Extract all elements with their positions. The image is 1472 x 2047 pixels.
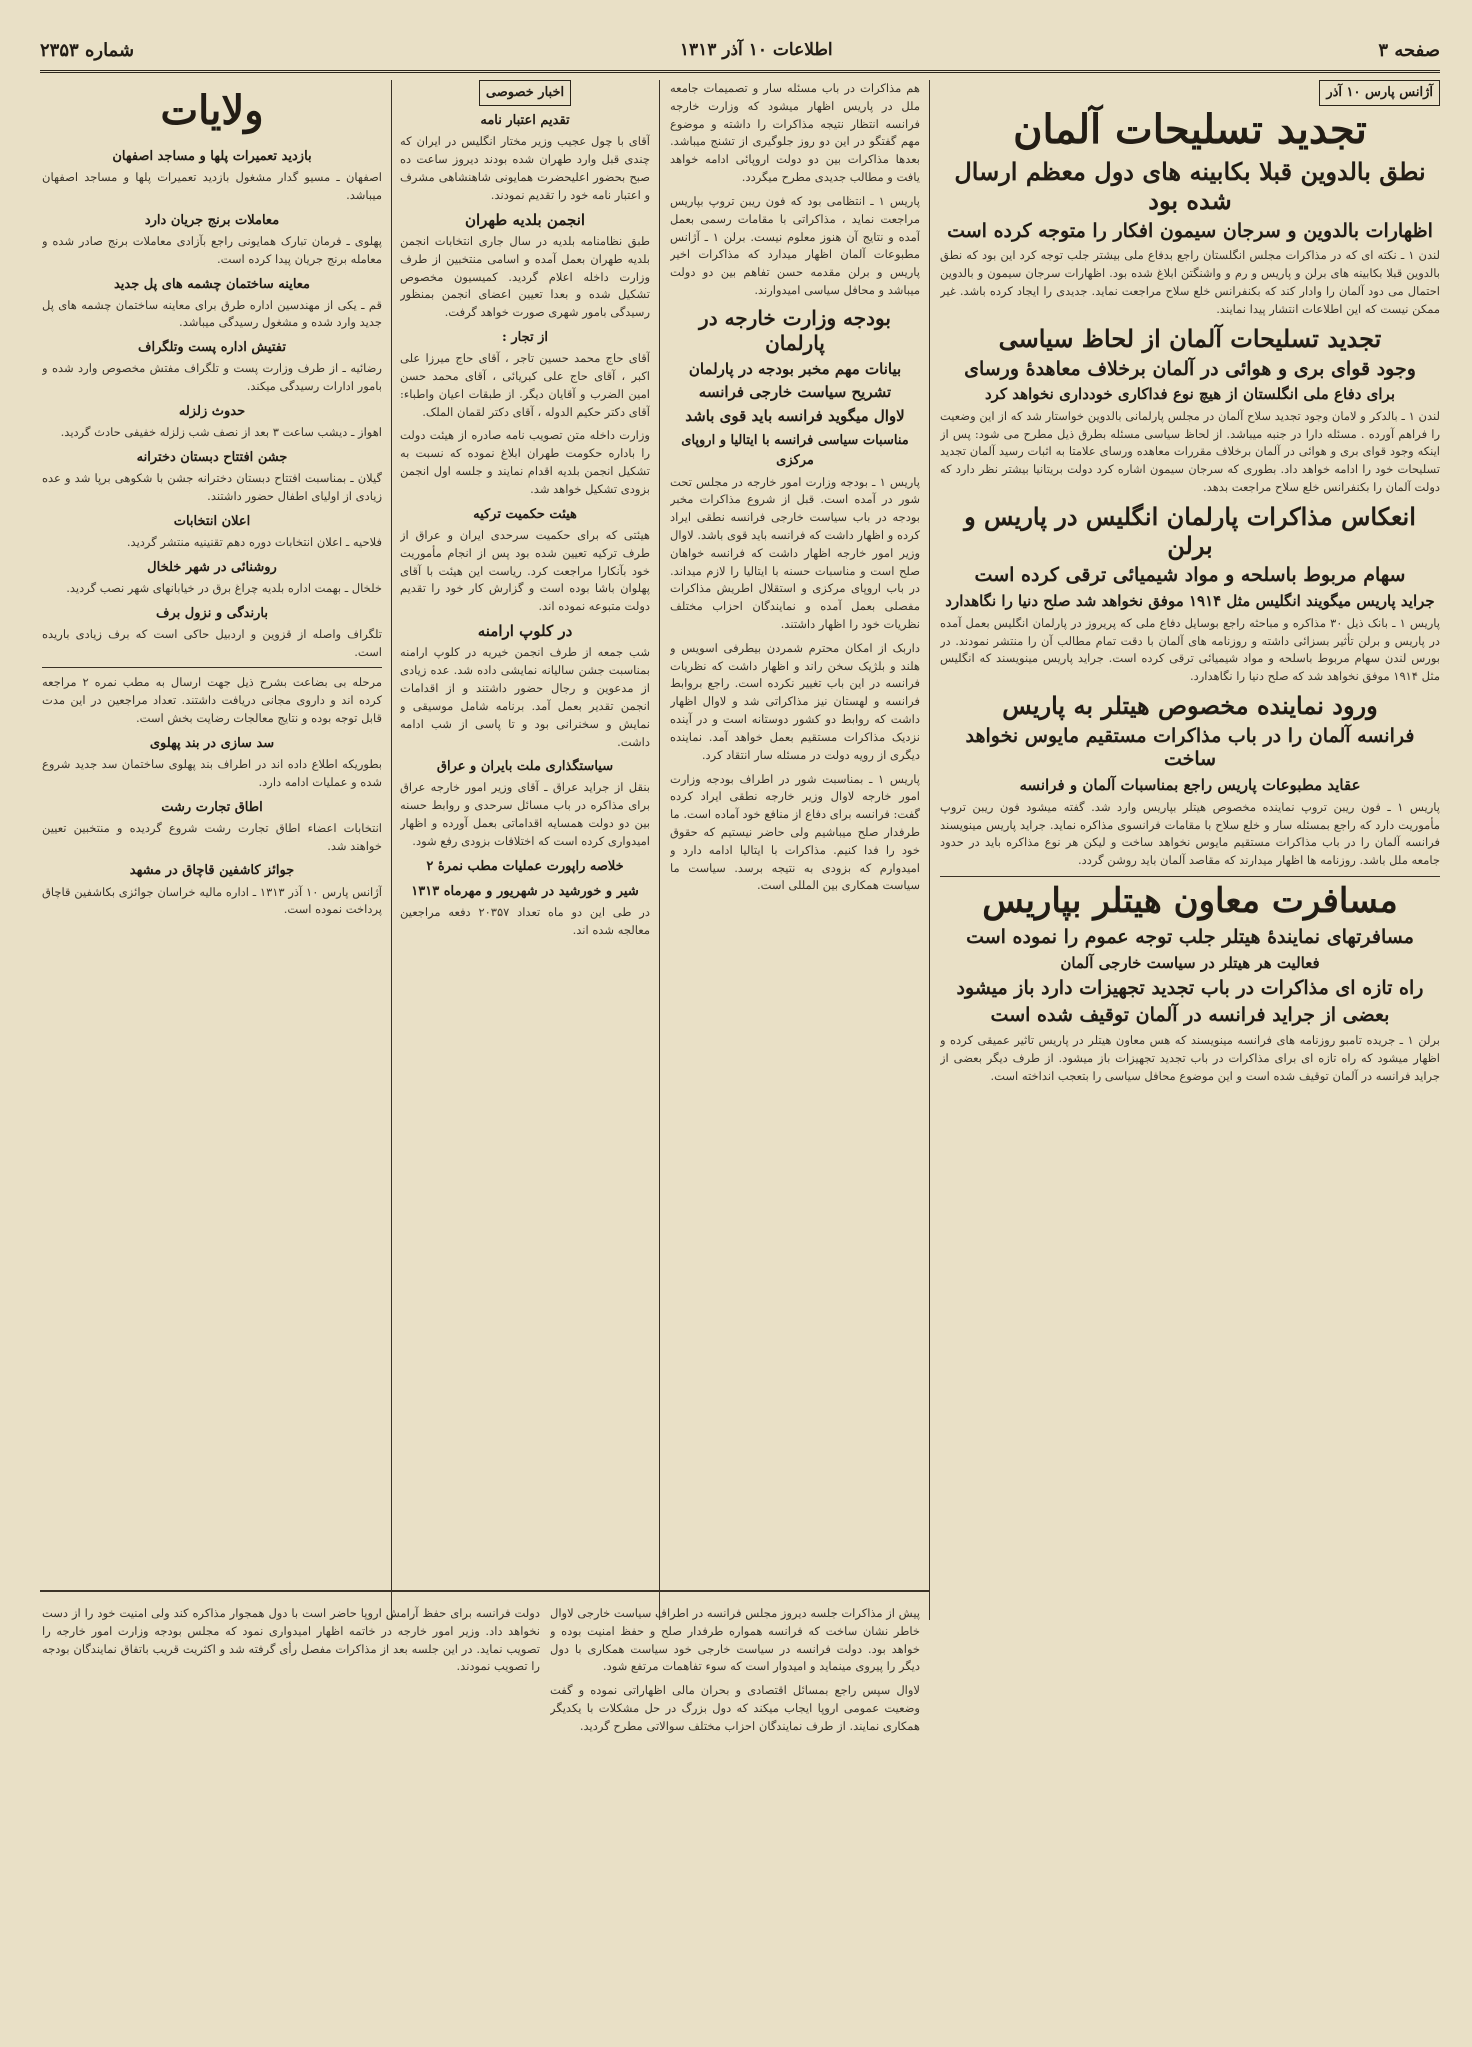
article-body: طبق نظامنامه بلدیه در سال جاری انتخابات انجمن بلدیه طهران بعمل آمده و اسامی منتخبین از طرف وزارت داخله اعلام گردید. کمیسیون مخصوص تشکیل شده و بعدا تعیین اعضای انجمن بمنظور رسیدگی بامور شهری صورت خواهد گرفت.: [400, 234, 650, 320]
column-rule: [391, 80, 392, 1620]
subheadline-new-path: راه تازه ای مذاکرات در باب تجدید تجهیزات دارد باز میشود: [956, 976, 1424, 999]
article-body: تلگراف واصله از قزوین و اردبیل حاکی است که برف زیادی باریده است.: [42, 626, 382, 659]
headline-credentials: تقدیم اعتبار نامه: [480, 113, 570, 129]
article-body: پیش از مذاکرات جلسه دیروز مجلس فرانسه در اطراف سیاست خارجی لاوال خاطر نشان ساخت که فرانسه همواره طرفدار صلح و حفظ امنیت بوده و خواهد بود. دولت فرانسه در سیاست خارجی خود سیاست همکاری با دول دیگر را پیروی مینماید و امیدوار است که سوء تفاهمات مرتفع شود.: [550, 1606, 920, 1674]
subheadline-attention: مسافرتهای نمایندهٔ هیتلر جلب توجه عموم را نموده است: [966, 926, 1414, 949]
article-body: لندن ۱ ـ نکته ای که در مذاکرات مجلس انگلستان راجع بدفاع ملی بیشتر جلب توجه کرد این بود که نطق بالدوین قبلا بکابینه های برلن و پاریس و رم و واشنگتن ابلاغ شده بود. اظهارات سرجان سیمون و بالدوین احتمال می دود آلمان را وادار کند که بکنفرانس خلع سلاح مراجعت نماید. جدیدی را ایجاد کرده باشد. غیر ممکن نیست که این اطلاعات انتشار پیدا نمایند.: [940, 248, 1440, 316]
article-body: اصفهان ـ مسیو گدار مشغول بازدید تعمیرات پلها و مساجد اصفهان میباشد.: [42, 170, 382, 202]
headline-rice: معاملات برنج جریان دارد: [144, 212, 280, 228]
article-body: پاریس ۱ ـ فون ریبن تروپ نماینده مخصوص هیتلر بپاریس وارد شد. گفته میشود فون ریبن تروپ مأموریت دارد که راجع بمسئله سار و خلع سلاح با مقامات فرانسوی مذاکره نماید. جراید پاریس مینویسند فرانسه آلمان را در باب مذاکرات مستقیم مایوس نخواهد ساخت و لیکن هر نوع مذاکره باید در حدود جامعه ملل باشد. روزنامه ها اظهار میدارند که مقاصد آلمان باید روشن گردد.: [940, 799, 1440, 868]
article-body: هیئتی که برای حکمیت سرحدی ایران و عراق از طرف ترکیه تعیین شده بود پس از انجام مأموریت خود بآنکارا مراجعت کرد. ریاست این هیئت با آقای پهلوان باشا بوده است و گزارش کار خود را تقدیم دولت متبوعه نموده اند.: [400, 527, 650, 614]
divider: [940, 876, 1440, 877]
headline-political-rearmament: تجدید تسلیحات آلمان از لحاظ سیاسی: [998, 323, 1382, 353]
article-body: آقای حاج محمد حسین تاجر ، آقای حاج میرزا علی اکبر ، آقای حاج علی کبریائی ، آقای محمد حسن امین الضرب و آقایان دیگر. از طبقات اعیان واطباء: آقای دکتر حکیم الدوله ، آقای دکتر لقمان الملک.: [400, 351, 650, 419]
article-body: انتخابات اعضاء اطاق تجارت رشت شروع گردیده و منتخبین تعیین خواهند شد.: [42, 820, 382, 853]
headline-parliament-reaction: انعکاس مذاکرات پارلمان انگلیس در پاریس و برلن: [964, 501, 1416, 560]
headline-german-rearmament: تجدید تسلیحات آلمان: [1013, 106, 1367, 154]
bottom-column: [42, 1605, 540, 2015]
subheadline-press-opinion: عقاید مطبوعات پاریس راجع بمناسبات آلمان و فرانسه: [1019, 776, 1361, 795]
headline-smuggling: جوائز کاشفین قاچاق در مشهد: [129, 863, 295, 879]
headline-turkish-commission: هیئت حکمیت ترکیه: [473, 506, 577, 522]
article-body: گیلان ـ بمناسبت افتتاح دبستان دخترانه جشن با شکوهی برپا شد و عده زیادی از اولیای اطفال حضور داشتند.: [42, 471, 382, 503]
page-number: صفحه ۳: [1378, 39, 1440, 61]
subheadline-banned-papers: بعضی از جراید فرانسه در آلمان توقیف شده است: [990, 1004, 1390, 1027]
article-body: شب جمعه از طرف انجمن خیریه در کلوپ ارامنه بمناسبت جشن سالیانه نمایشی داده شد. عده زیادی از مدعوین و رجال حضور داشتند و از اقدامات انجمن تقدیر بعمل آمد. برنامه شامل موسیقی و نمایش و سخنرانی بود و تا پاسی از شب ادامه داشت.: [400, 645, 650, 749]
article-body: لندن ۱ ـ بالدکر و لامان وجود تجدید سلاح آلمان در مجلس پارلمانی بالدوین خواستار شد که از این وضعیت را فراهم آورده . مسئله دارا در جنبه میباشد. از لحاظ سیاسی مسئله بطرق ذیل مطرح می شود: پس از اینکه وجود قوای بری و هوائی در آلمان برخلاف مقررات معاهده ورسای علامتا به اثبات رسید آلمان تجدید تسلیحات خود را ادامه خواهد داد. بطوری که سرجان سیمون اشاره کرد دولت بریتانیا بیشتر نظر دارد که دولت آلمان را بکنفرانس خلع سلاح مراجعت بدهد.: [940, 408, 1440, 495]
subheadline-italy: مناسبات سیاسی فرانسه با ایتالیا و اروپای مرکزی: [681, 433, 909, 469]
section-rule: [40, 1590, 930, 1592]
headline-municipal: انجمن بلدیه طهران: [464, 210, 586, 229]
article-body: پهلوی ـ فرمان تبارک همایونی راجع بآزادی معاملات برنج صادر شده و معامله برنج جریان پیدا کرده است.: [42, 233, 382, 266]
subheadline-paris-press: جراید پاریس میگویند انگلیس مثل ۱۹۱۴ موفق نخواهد شد صلح دنیا را نگاهدارد: [945, 592, 1435, 611]
private-news-column: [400, 80, 650, 1580]
masthead-date: اطلاعات ۱۰ آذر ۱۳۱۳: [679, 40, 833, 60]
article-body: مرحله بی بضاعت بشرح ذیل جهت ارسال به مطب نمره ۲ مراجعه کرده اند و داروی مجانی دریافت داشتند. تعداد مراجعین در این مدت قابل توجه بوده و نتایج معالجات رضایت بخش است.: [42, 675, 382, 726]
article-body: آقای با چول عجیب وزیر مختار انگلیس در ایران که چندی قبل وارد طهران شده بودند دیروز ساعت ده صبح بحضور اعلیحضرت همایونی شاهنشاهی مشرف و اعتبار نامه خود را تقدیم نمودند.: [400, 134, 650, 202]
article-body: وزارت داخله متن تصویب نامه صادره از هیئت دولت را باداره حکومت طهران ابلاغ نموده که نسبت به تشکیل انجمن بلدیه اقدام نمایند و جلسه اول انجمن بزودی تشکیل خواهد شد.: [400, 428, 650, 496]
main-news-column: [940, 80, 1440, 2015]
headline-armenian-club: در کلوپ ارامنه: [477, 621, 573, 640]
headline-girls-school: جشن افتتاح دبستان دخترانه: [136, 450, 288, 466]
subheadline-direct-talks: فرانسه آلمان را در باب مذاکرات مستقیم مایوس نخواهد ساخت: [965, 724, 1415, 771]
headline-isfahan: بازدید تعمیرات پلها و مساجد اصفهان: [112, 149, 312, 164]
headline-hitler-envoy: ورود نماینده مخصوص هیتلر به پاریس: [1002, 690, 1378, 720]
subheadline-foreign-policy: تشریح سیاست خارجی فرانسه: [698, 383, 892, 402]
headline-dam: سد سازی در بند پهلوی: [149, 735, 275, 751]
headline-bridge: معاینه ساختمان چشمه های پل جدید: [113, 276, 311, 292]
section-label-private-news: اخبار خصوصی: [479, 80, 571, 106]
subheadline-versailles: وجود قوای بری و هوائی در آلمان برخلاف معاهدهٔ ورسای: [964, 357, 1416, 380]
headline-hess-paris: مسافرت معاون هیتلر بپاریس: [982, 880, 1398, 921]
article-body: پاریس ۱ ـ بودجه وزارت امور خارجه در مجلس تحت شور در آمده است. قبل از شروع مذاکرات مخبر بودجه در باب سیاست خارجی فرانسه نطقی ایراد کرده و اظهار داشت که فرانسه باید قوی باشد. لاوال وزیر امور خارجه اظهار داشت که فرانسه خواهان صلح است و مناسبات حسنه با ایتالیا را لازم میداند. در باب اروپای مرکزی و استقلال اطریش مذاکرات مفصلی بعمل آمده و نمایندگان احزاب مختلف نظریات خود را اظهار داشتند.: [670, 474, 920, 632]
article-body: بطوریکه اطلاع داده اند در اطراف بند پهلوی ساختمان سد جدید شروع شده و عملیات ادامه دارد.: [42, 757, 382, 789]
divider: [42, 667, 382, 668]
column-rule: [659, 80, 660, 1620]
provinces-column: [42, 80, 382, 1580]
subheadline-defense: برای دفاع ملی انگلستان از هیچ نوع فداکاری خودداری نخواهد کرد: [984, 385, 1396, 404]
subheadline-arms-shares: سهام مربوط باسلحه و مواد شیمیائی ترقی کرده است: [974, 564, 1406, 587]
subheadline-red-lion: شیر و خورشید در شهریور و مهرماه ۱۳۱۳: [411, 883, 639, 899]
issue-number: شماره ۲۳۵۳: [40, 39, 135, 61]
headline-snowfall: بارندگی و نزول برف: [156, 605, 268, 621]
article-body: برلن ۱ ـ جریده تامبو روزنامه های فرانسه مینویسند که هس معاون هیتلر در پاریس تاثیر عمیقی کرده و اظهار میشود که راه تازه ای برای مذاکرات در باب تجدید تجهیزات باز میشود. از طرف دیگر بعضی از جراید فرانسه در آلمان توقیف شده است و این موضوع محافل سیاسی را بتعجب انداخته است.: [940, 1033, 1440, 1083]
article-body: آژانس پارس ۱۰ آذر ۱۳۱۳ ـ اداره مالیه خراسان جوائزی بکاشفین قاچاق پرداخت نموده است.: [42, 884, 382, 917]
headline-chamber: اطاق تجارت رشت: [161, 799, 263, 815]
headline-foreign-budget: بودجه وزارت خارجه در پارلمان: [699, 305, 891, 355]
headline-merchants: از تجار :: [502, 330, 548, 346]
article-body: لاوال سپس راجع بمسائل اقتصادی و بحران مالی اظهاراتی نموده و گفت وضعیت عمومی اروپا ایجاب میکند که دول بزرگ در حل مشکلات با یکدیگر همکاری نمایند. از طرف نمایندگان احزاب مختلف سوالاتی مطرح گردید.: [550, 1683, 920, 1733]
article-body: قم ـ یکی از مهندسین اداره طرق برای معاینه ساختمان چشمه های پل جدید وارد شده و مشغول رسیدگی میباشد.: [42, 297, 382, 330]
headline-post-office: تفتیش اداره پست وتلگراف: [138, 340, 286, 356]
masthead: [40, 30, 1440, 73]
headline-earthquake: حدوث زلزله: [178, 404, 246, 420]
subheadline-baldwin: نطق بالدوین قبلا بکابینه های دول معظم ارسال شده بود: [954, 157, 1426, 215]
article-body: در طی این دو ماه تعداد ۲۰۳۵۷ دفعه مراجعین معالجه شده اند.: [400, 904, 650, 937]
subheadline-activity: فعالیت هر هیتلر در سیاست خارجی آلمان: [1060, 954, 1320, 973]
article-body: رضائیه ـ از طرف وزارت پست و تلگراف مفتش مخصوص وارد شده و بامور ادارات رسیدگی میکند.: [42, 361, 382, 394]
headline-iran-iraq: سیاستگذاری ملت بایران و عراق: [436, 759, 614, 775]
newspaper-page: [40, 30, 1440, 2020]
column-rule: [929, 80, 930, 1620]
headline-clinic-report: خلاصه راپورت عملیات مطب نمرهٔ ۲: [426, 858, 624, 874]
budget-column: [670, 80, 920, 1580]
article-body: پاریس ۱ ـ بمناسبت شور در اطراف بودجه وزارت امور خارجه لاوال وزیر خارجه نطقی ایراد کرده گفت: فرانسه برای دفاع از منافع خود آماده است. ما طرفدار صلح میباشیم ولی حاضر نیستیم که حقوق خود را فدا کنیم. مذاکرات با ایتالیا ادامه دارد و امیدوارم که بزودی به نتیجه برسد. سیاست ما سیاست همکاری بین المللی است.: [670, 771, 920, 893]
article-body: پاریس ۱ ـ انتظامی بود که فون ریبن تروپ بپاریس مراجعت نماید ، مذاکراتی با مقامات رسمی بعمل آمده و نتایج آن هنوز معلوم نیست. برلن ۱ ـ آژانس مطبوعات آلمان اظهار میدارد که مذاکرات اخیر پاریس و برلن مقدمه حسن تفاهم بین دو دولت میباشد و محافل سیاسی امیدوارند.: [670, 193, 920, 297]
headline-lighting: روشنائی در شهر خلخال: [147, 559, 277, 575]
headline-elections: اعلان انتخابات: [173, 513, 251, 529]
subheadline-simon: اظهارات بالدوین و سرجان سیمون افکار را متوجه کرده است: [947, 219, 1433, 242]
article-body: بنقل از جراید عراق ـ آقای وزیر امور خارجه عراق برای مذاکره در باب مسائل سرحدی و روابط حسنه بین دو دولت همسایه اقداماتی بعمل آورده و اظهار امیدواری کرده است که اختلافات بزودی رفع شود.: [400, 780, 650, 848]
article-body: خلخال ـ بهمت اداره بلدیه چراغ برق در خیابانهای شهر نصب گردید.: [66, 580, 382, 595]
article-body: پاریس ۱ ـ بانک ذیل ۳۰ مذاکره و مباحثه راجع بوسایل دفاع ملی که پریروز در پارلمان انگلیس بعمل آمده در پاریس و برلن تأثیر بسزائی داشته و روزنامه های آلمان با دقت تمام مطالب آن را منتشر نمودند. در بورس لندن سهام مربوط باسلحه و مواد شیمیائی ترقی کرده است. جراید پاریس مینویسند که انگلیس مثل ۱۹۱۴ موفق نخواهد شد که صلح دنیا را نگاهدارد.: [940, 615, 1440, 684]
provinces-title: ولایات: [160, 87, 264, 134]
article-body: هم مذاکرات در باب مسئله سار و تصمیمات جامعه ملل در پاریس اظهار میشود که وزارت خارجه فرانسه انتظار نتیجه مذاکرات را داشته و موضوع مهم گفتگو در این دو روز جلوگیری از تشنج میباشد. بعدها مذاکرات بین دو دولت اروپائی ادامه خواهد یافت و مطالب جدیدی مطرح میگردد.: [670, 81, 920, 185]
bottom-column: [550, 1605, 920, 2015]
article-body: دولت فرانسه برای حفظ آرامش اروپا حاضر است با دول همجوار مذاکره کند ولی امنیت خود را از دست نخواهد داد. وزیر امور خارجه در خاتمه اظهار امیدواری نمود که مجلس بودجه وزارت امور خارجه را تصویب نماید. در این جلسه بعد از مذاکرات مفصل رأی گرفته شد و اکثریت قریب باتفاق نمایندگان بودجه را تصویب نمودند.: [42, 1606, 540, 1674]
subheadline-rapporteur: بیانات مهم مخبر بودجه در پارلمان: [688, 359, 902, 378]
article-body: فلاحیه ـ اعلان انتخابات دوره دهم تقنینیه منتشر گردید.: [126, 534, 382, 549]
dateline-box: آژانس پارس ۱۰ آذر: [1319, 80, 1440, 106]
article-body: اهواز ـ دیشب ساعت ۳ بعد از نصف شب زلزله خفیفی حادث گردید.: [60, 425, 382, 440]
subheadline-laval: لاوال میگوید فرانسه باید قوی باشد: [685, 406, 905, 425]
article-body: داربک از امکان محترم شمردن بیطرفی اسویس و هلند و بلژیک سخن راند و اظهار داشت که نظریات فرانسه در این باب تغییر نکرده است. راجع بروابط فرانسه و لهستان نیز مذاکراتی شد و لاوال اظهار داشت که روابط دو کشور دوستانه است و در آینده نزدیک مذاکرات مستقیم بعمل خواهد آمد. نماینده دیگری از رویه دولت در مسئله سار انتقاد کرد.: [670, 640, 920, 762]
